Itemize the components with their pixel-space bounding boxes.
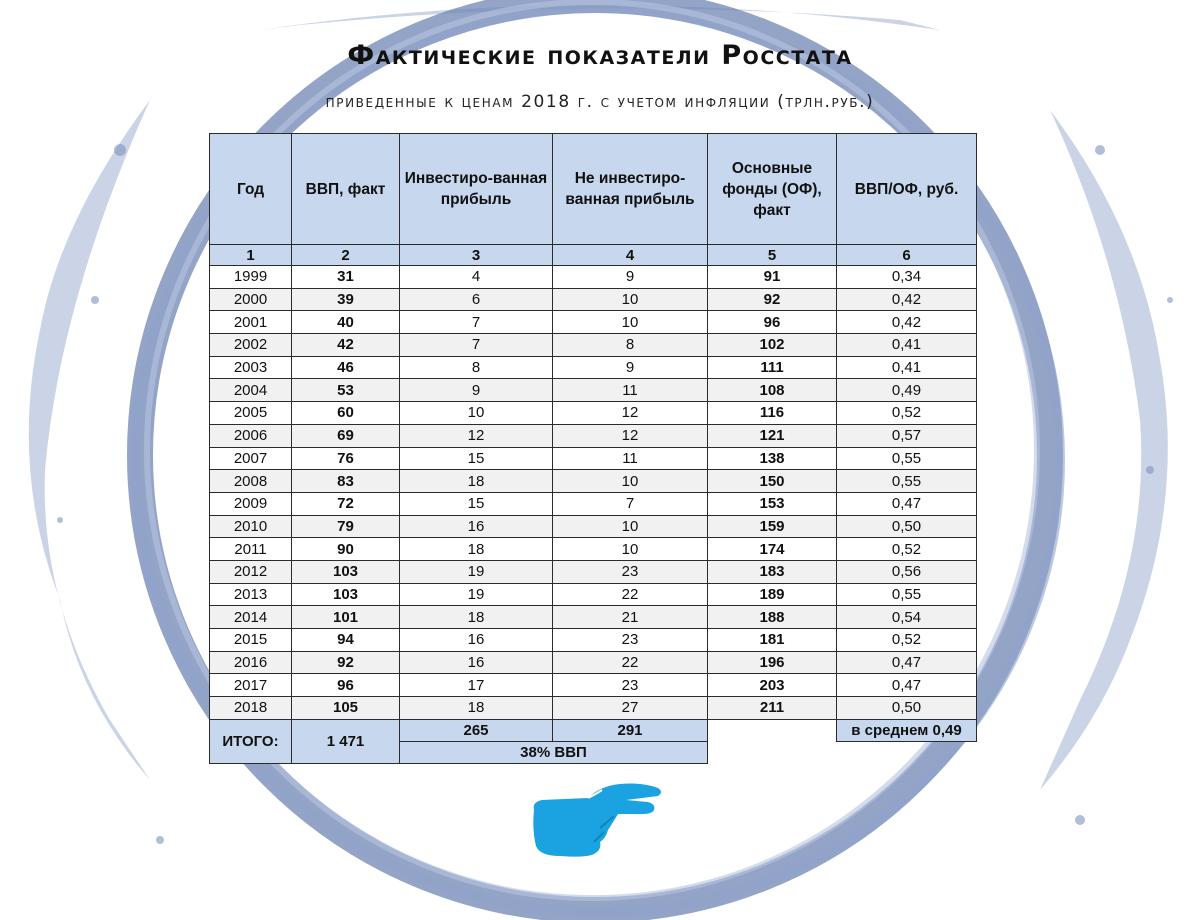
cell-invested: 16 [400,515,553,538]
cell-year: 2006 [210,424,292,447]
cell-fixed-assets: 189 [708,583,837,606]
cell-gdp: 103 [292,583,400,606]
cell-ratio: 0,54 [837,606,977,629]
cell-fixed-assets: 138 [708,447,837,470]
cell-year: 2001 [210,311,292,334]
table-row [210,379,977,402]
cell-fixed-assets: 91 [708,266,837,289]
cell-fixed-assets: 92 [708,288,837,311]
cell-ratio: 0,49 [837,379,977,402]
cell-year: 2018 [210,697,292,720]
col-header-fixed-assets: Основные фонды (ОФ), факт [708,134,837,245]
totals-label: ИТОГО: [210,719,292,763]
cell-ratio: 0,55 [837,583,977,606]
col-number: 4 [553,245,708,266]
cell-year: 2005 [210,402,292,425]
column-number-row [210,245,977,266]
cell-not-invested: 23 [553,629,708,652]
cell-gdp: 39 [292,288,400,311]
cell-ratio: 0,52 [837,402,977,425]
totals-invested: 265 [400,719,553,741]
cell-invested: 9 [400,379,553,402]
cell-fixed-assets: 196 [708,651,837,674]
cell-gdp: 83 [292,470,400,493]
cell-fixed-assets: 153 [708,492,837,515]
table-row [210,266,977,289]
cell-not-invested: 22 [553,651,708,674]
cell-not-invested: 10 [553,538,708,561]
cell-not-invested: 21 [553,606,708,629]
cell-invested: 18 [400,470,553,493]
totals-not-invested: 291 [553,719,708,741]
cell-fixed-assets: 183 [708,560,837,583]
cell-invested: 8 [400,356,553,379]
cell-fixed-assets: 121 [708,424,837,447]
cell-year: 2003 [210,356,292,379]
cell-not-invested: 10 [553,515,708,538]
cell-not-invested: 9 [553,266,708,289]
cell-fixed-assets: 116 [708,402,837,425]
cell-ratio: 0,34 [837,266,977,289]
table-row [210,334,977,357]
cell-ratio: 0,47 [837,492,977,515]
cell-not-invested: 23 [553,674,708,697]
cell-not-invested: 22 [553,583,708,606]
rosstat-table [209,133,977,764]
cell-ratio: 0,50 [837,515,977,538]
cell-year: 2014 [210,606,292,629]
empty-cell [708,719,837,741]
cell-not-invested: 7 [553,492,708,515]
table-row [210,515,977,538]
cell-invested: 7 [400,311,553,334]
cell-gdp: 90 [292,538,400,561]
cell-gdp: 103 [292,560,400,583]
cell-year: 2009 [210,492,292,515]
cell-not-invested: 8 [553,334,708,357]
cell-not-invested: 10 [553,311,708,334]
cell-invested: 16 [400,629,553,652]
cell-fixed-assets: 108 [708,379,837,402]
cell-ratio: 0,55 [837,447,977,470]
table-row [210,629,977,652]
cell-not-invested: 12 [553,424,708,447]
totals-ratio-average: в среднем 0,49 [837,719,977,741]
cell-invested: 17 [400,674,553,697]
cell-year: 2004 [210,379,292,402]
cell-gdp: 46 [292,356,400,379]
cell-invested: 19 [400,583,553,606]
cell-gdp: 72 [292,492,400,515]
cell-ratio: 0,52 [837,538,977,561]
col-header-not-invested: Не инвестиро-ванная прибыль [553,134,708,245]
cell-invested: 12 [400,424,553,447]
cell-ratio: 0,56 [837,560,977,583]
cell-fixed-assets: 203 [708,674,837,697]
col-header-ratio: ВВП/ОФ, руб. [837,134,977,245]
cell-fixed-assets: 188 [708,606,837,629]
col-header-year: Год [210,134,292,245]
cell-gdp: 42 [292,334,400,357]
cell-gdp: 31 [292,266,400,289]
table-row [210,470,977,493]
header-row [210,134,977,245]
cell-ratio: 0,52 [837,629,977,652]
cell-ratio: 0,42 [837,288,977,311]
cell-fixed-assets: 174 [708,538,837,561]
cell-year: 1999 [210,266,292,289]
cell-not-invested: 27 [553,697,708,720]
table-row [210,651,977,674]
cell-year: 2008 [210,470,292,493]
cell-not-invested: 11 [553,447,708,470]
cell-gdp: 53 [292,379,400,402]
cell-gdp: 40 [292,311,400,334]
cell-fixed-assets: 102 [708,334,837,357]
cell-gdp: 60 [292,402,400,425]
cell-ratio: 0,41 [837,334,977,357]
table-row [210,538,977,561]
cell-ratio: 0,57 [837,424,977,447]
cell-invested: 15 [400,447,553,470]
cell-year: 2002 [210,334,292,357]
cell-fixed-assets: 159 [708,515,837,538]
empty-cell [708,741,837,763]
cell-not-invested: 10 [553,470,708,493]
cell-ratio: 0,55 [837,470,977,493]
cell-not-invested: 10 [553,288,708,311]
table-row [210,560,977,583]
cell-invested: 6 [400,288,553,311]
page-subtitle: приведенные к ценам 2018 г. с учетом инфляции (трлн.руб.) [325,92,875,112]
col-header-gdp: ВВП, факт [292,134,400,245]
totals-row [210,719,977,741]
cell-not-invested: 12 [553,402,708,425]
table-row [210,697,977,720]
col-number: 2 [292,245,400,266]
cell-invested: 18 [400,538,553,561]
cell-not-invested: 11 [553,379,708,402]
cell-gdp: 79 [292,515,400,538]
cell-ratio: 0,47 [837,651,977,674]
cell-gdp: 101 [292,606,400,629]
col-header-invested: Инвестиро-ванная прибыль [400,134,553,245]
cell-invested: 18 [400,697,553,720]
cell-year: 2015 [210,629,292,652]
cell-year: 2016 [210,651,292,674]
cell-year: 2010 [210,515,292,538]
pointing-hand-icon [530,780,665,860]
cell-year: 2011 [210,538,292,561]
cell-gdp: 105 [292,697,400,720]
table-row [210,311,977,334]
cell-gdp: 92 [292,651,400,674]
col-number: 5 [708,245,837,266]
cell-gdp: 76 [292,447,400,470]
cell-fixed-assets: 181 [708,629,837,652]
cell-invested: 4 [400,266,553,289]
cell-year: 2012 [210,560,292,583]
cell-fixed-assets: 96 [708,311,837,334]
cell-gdp: 96 [292,674,400,697]
page-title: Фактические показатели Росстата [347,40,853,71]
cell-ratio: 0,47 [837,674,977,697]
cell-invested: 15 [400,492,553,515]
profit-share: 38% ВВП [400,741,708,763]
cell-year: 2000 [210,288,292,311]
table-row [210,606,977,629]
table-row [210,583,977,606]
cell-invested: 10 [400,402,553,425]
table-row [210,402,977,425]
col-number: 6 [837,245,977,266]
table-row [210,356,977,379]
cell-year: 2007 [210,447,292,470]
cell-invested: 18 [400,606,553,629]
empty-cell [837,741,977,763]
cell-ratio: 0,50 [837,697,977,720]
cell-fixed-assets: 150 [708,470,837,493]
table-row [210,288,977,311]
table-row [210,447,977,470]
cell-fixed-assets: 111 [708,356,837,379]
cell-ratio: 0,42 [837,311,977,334]
totals-gdp: 1 471 [292,719,400,763]
col-number: 3 [400,245,553,266]
cell-invested: 7 [400,334,553,357]
table-row [210,674,977,697]
table-row [210,424,977,447]
cell-year: 2017 [210,674,292,697]
cell-ratio: 0,41 [837,356,977,379]
cell-gdp: 94 [292,629,400,652]
cell-year: 2013 [210,583,292,606]
col-number: 1 [210,245,292,266]
cell-invested: 16 [400,651,553,674]
table-row [210,492,977,515]
cell-invested: 19 [400,560,553,583]
cell-gdp: 69 [292,424,400,447]
cell-not-invested: 9 [553,356,708,379]
cell-fixed-assets: 211 [708,697,837,720]
cell-not-invested: 23 [553,560,708,583]
